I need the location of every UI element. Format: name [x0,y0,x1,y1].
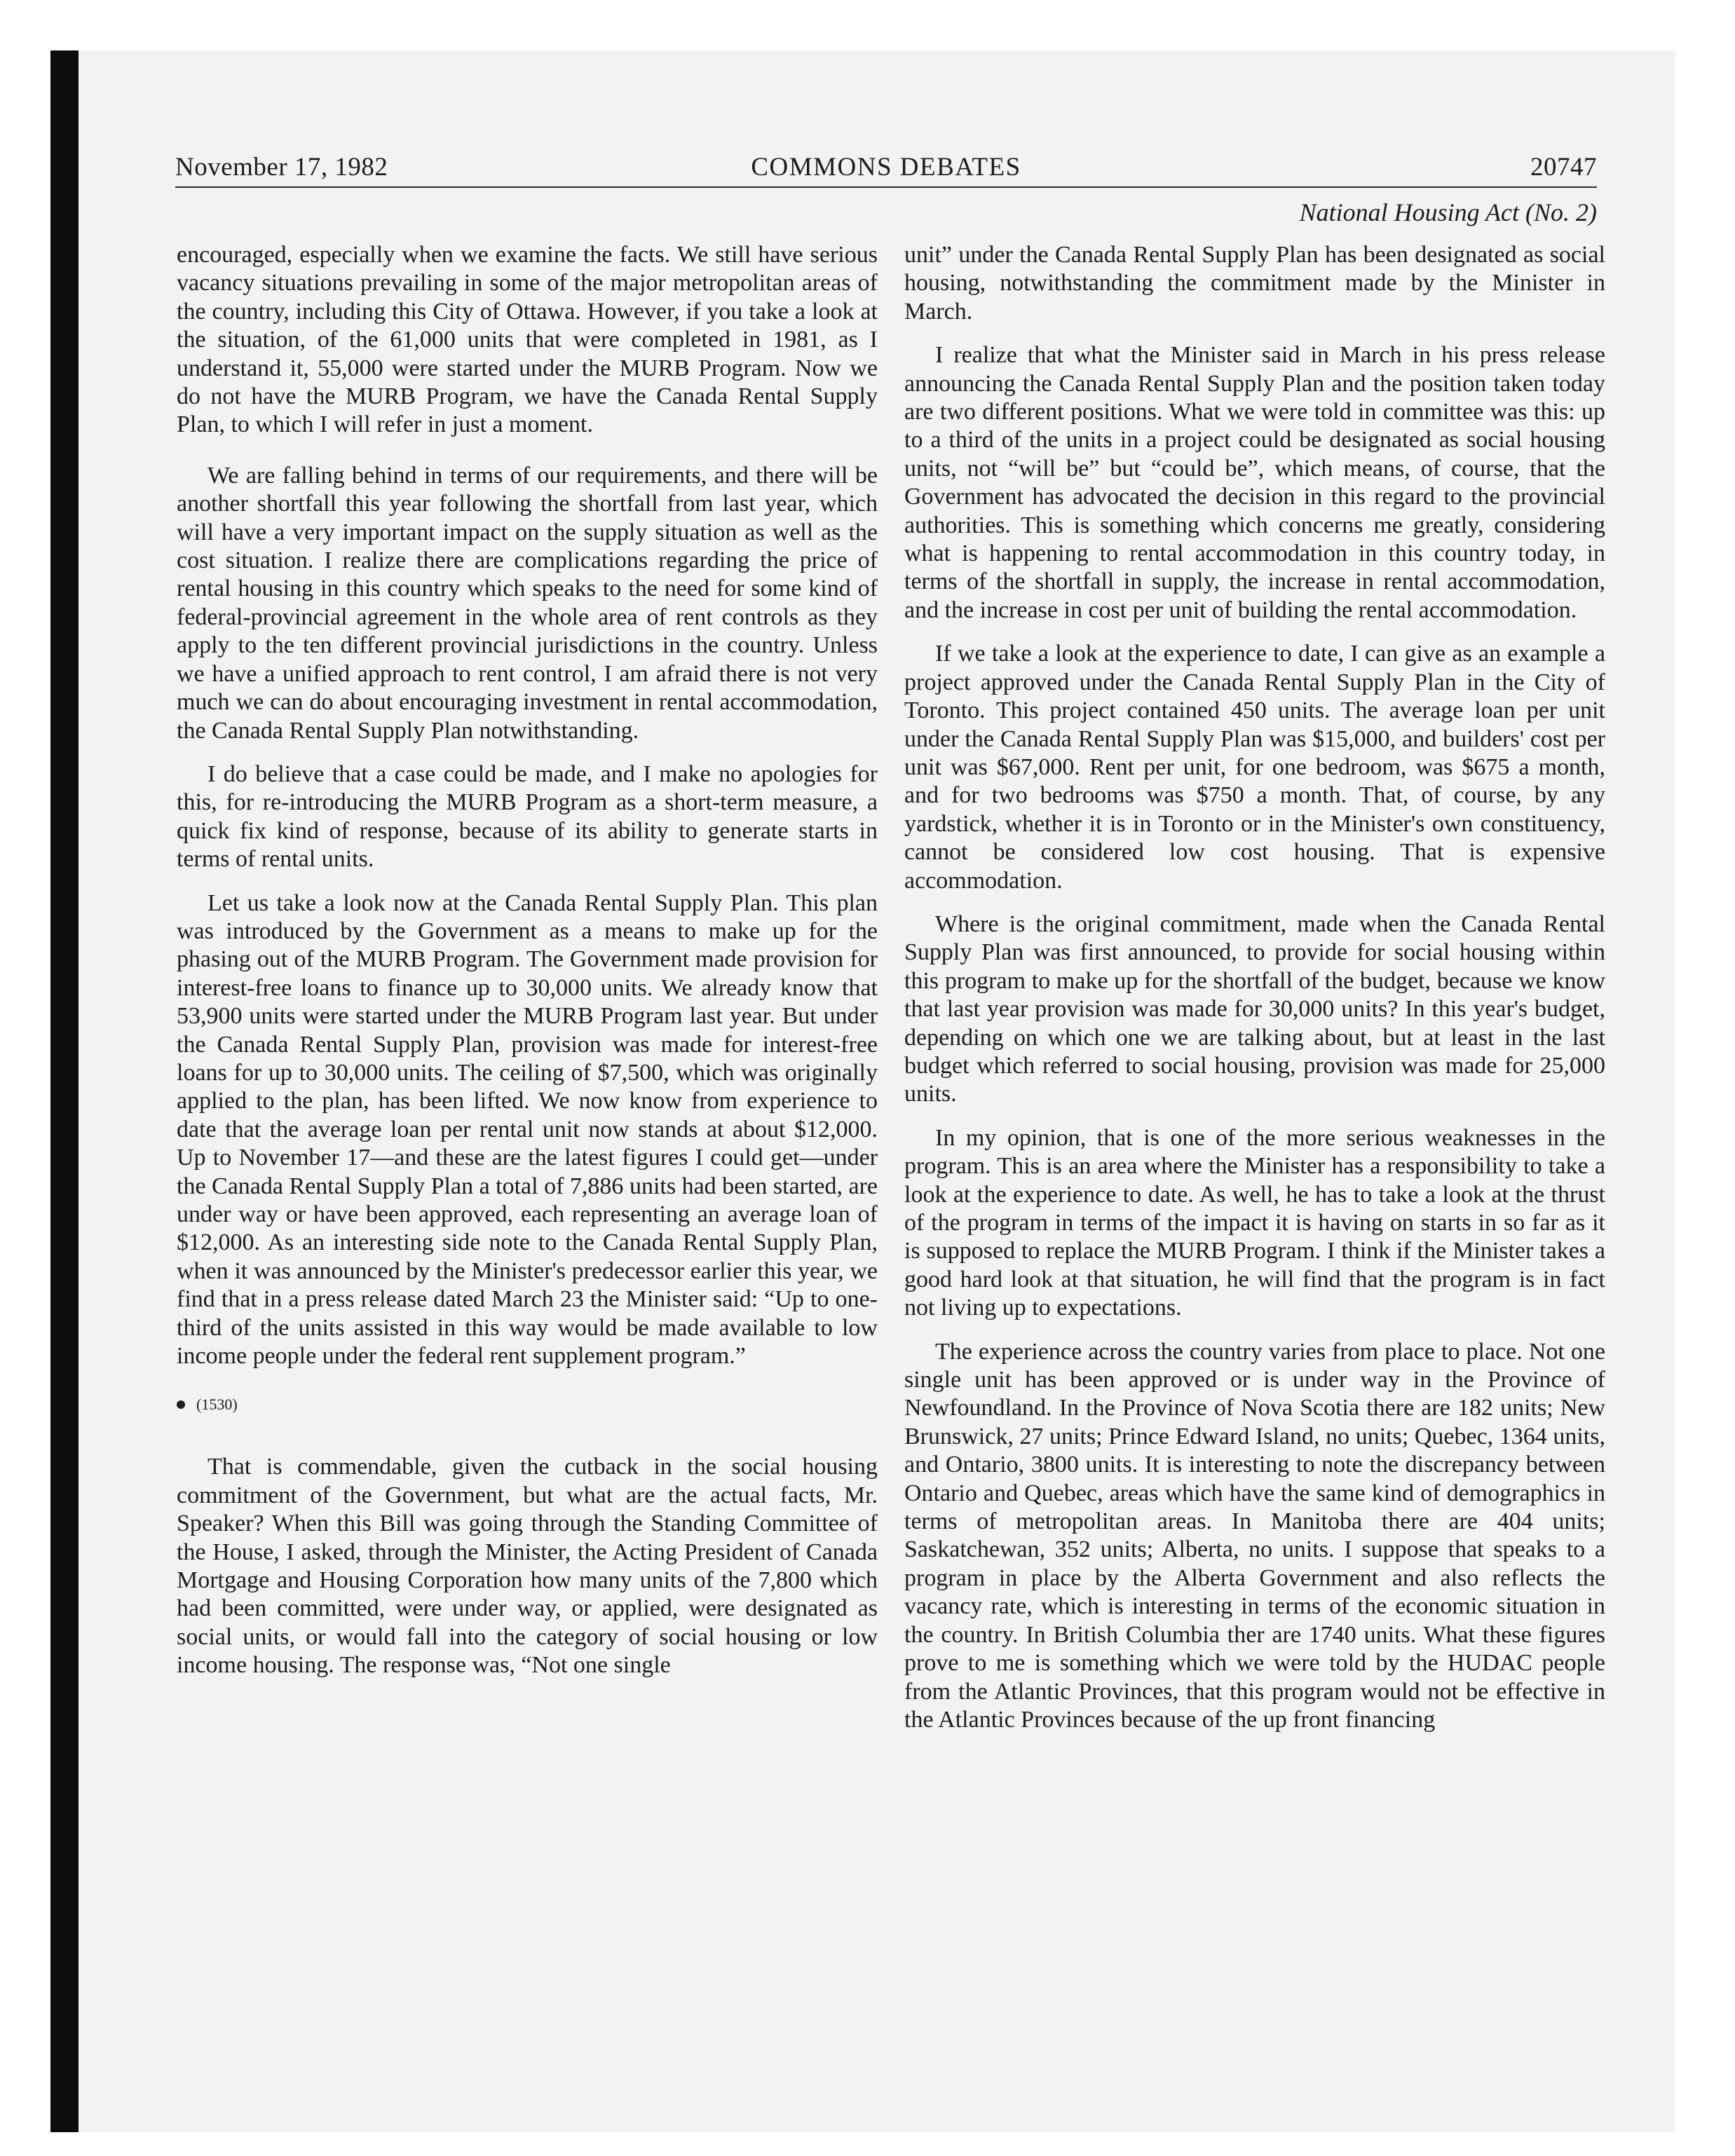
page-header [175,147,1597,188]
paragraph: If we take a look at the experience to date, I can give as an example a project approved under the Canada Rental Supply Plan in the City of Toronto. This project contained 450 units. The average loan per unit under the Canada Rental Supply Plan was $15,000, and builders' cost per unit was $67,000. Rent per unit, for one bedroom, was $675 a month, and for two bedrooms was $750 a month. That, of course, by any yardstick, whether it is in Toronto or in the Minister's own constituency, cannot be considered low cost housing. That is expensive accommodation. [904,641,1605,894]
time-marker-label: (1530) [196,1396,238,1414]
paragraph-spacer [177,455,878,462]
right-column [904,241,1605,1749]
paragraph: encouraged, especially when we examine the facts. We still have serious vacancy situations prevailing in some of the major metropolitan areas of the country, including this City of Ottawa. However, if you take a look at the situation, of the 61,000 units that were completed in 1981, as I understand it, 55,000 were started under the MURB Program. Now we do not have the MURB Program, we have the Canada Rental Supply Plan, to which I will refer in just a moment. [177,242,878,438]
paragraph: Let us take a look now at the Canada Rental Supply Plan. This plan was introduced by the Government as a means to make up for the phasing out of the MURB Program. The Government made provision for interest-free loans to finance up to 30,000 units. We already know that 53,900 units were started under the MURB Program last year. But under the Canada Rental Supply Plan, provision was made for interest-free loans for up to 30,000 units. The ceiling of $7,500, which was originally applied to the plan, has been lifted. We now know from experience to date that the average loan per rental unit now stands at about $12,000. Up to November 17—and these are the latest figures I could get—under the Canada Rental Supply Plan a total of 7,886 units had been started, are under way or have been approved, each representing an average loan of $12,000. As an interesting side note to the Canada Rental Supply Plan, when it was announced by the Minister's predecessor earlier this year, we find that in a press release dated March 23 the Minister said: “Up to one-third of the units assisted in this way would be made available to low income people under the federal rent supplement program.” [177,889,878,1370]
bullet-icon [177,1400,185,1409]
paragraph: We are falling behind in terms of our requirements, and there will be another shortfall this year following the shortfall from last year, which will have a very important impact on the supply situation as well as the cost situation. I realize there are complications regarding the price of rental housing in this country which speaks to the need for some kind of federal-provincial agreement in the whole area of rent controls as they apply to the ten different provincial jurisdictions in the country. Unless we have a unified approach to rent control, I am afraid there is not very much we can do about encouraging investment in rental accommodation, the Canada Rental Supply Plan notwithstanding. [177,462,878,744]
header-date: November 17, 1982 [175,153,388,182]
running-title: National Housing Act (No. 2) [1299,198,1597,226]
paragraph: I realize that what the Minister said in March in his press release announcing the Canada Rental Supply Plan and the position taken today are two different positions. What we were told in committee was this: up to a third of the units in a project could be designated as social housing units, not “will be” but “could be”, which means, of course, that the Government has advocated the decision in this regard to the provincial authorities. This is something which concerns me greatly, considering what is happening to rental accommodation in this country today, in terms of the shortfall in supply, the increase in rental accommodation, and the increase in cost per unit of building the rental accommodation. [904,342,1605,623]
scan-edge-shadow [50,50,79,2132]
paragraph: In my opinion, that is one of the more serious weaknesses in the program. This is an area where the Minister has a responsibility to take a look at the experience to date. As well, he has to take a look at the thrust of the program in terms of the impact it is having on starts in so far as it is supposed to replace the MURB Program. I think if the Minister takes a good hard look at that situation, he will find that the program is in fact not living up to expectations. [904,1124,1605,1321]
paragraph: That is commendable, given the cutback in the social housing commitment of the Government, but what are the actual facts, Mr. Speaker? When this Bill was going through the Standing Committee of the House, I asked, through the Minister, the Acting President of Canada Mortgage and Housing Corporation how many units of the 7,800 which had been committed, were under way, or applied, were designated as social units, or would fall into the category of social housing or low income housing. The response was, “Not one single [177,1454,878,1679]
header-rule [175,186,1597,188]
paragraph: I do believe that a case could be made, and I make no apologies for this, for re-introducing the MURB Program as a short-term measure, a quick fix kind of response, because of its ability to generate starts in terms of rental units. [177,760,878,873]
paragraph: Where is the original commitment, made when the Canada Rental Supply Plan was first announced, to provide for social housing within this program to make up for the shortfall of the budget, because we know that last year provision was made for 30,000 units? In this year's budget, depending on which one we are talking about, but at least in the last budget which referred to social housing, provision was made for 25,000 units. [904,910,1605,1107]
left-column [177,241,878,1696]
time-marker [177,1394,878,1415]
paragraph: unit” under the Canada Rental Supply Plan has been designated as social housing, notwithstanding the commitment made by the Minister in March. [904,242,1605,325]
header-journal-title: COMMONS DEBATES [751,153,1021,182]
paragraph: The experience across the country varies from place to place. Not one single unit has been approved or is under way in the Province of Newfoundland. In the Province of Nova Scotia there are 182 units; New Brunswick, 27 units; Prince Edward Island, no units; Quebec, 1364 units, and Ontario, 3800 units. It is interesting to note the discrepancy between Ontario and Quebec, areas which have the same kind of demographics in terms of metropolitan areas. In Manitoba there are 404 units; Saskatchewan, 352 units; Alberta, no units. I suppose that speaks to a program in place by the Alberta Government and also reflects the vacancy rate, which is interesting in terms of the economic situation in the country. In British Columbia ther are 1740 units. What these figures prove to me is something which we were told by the HUDAC people from the Atlantic Provinces, that this program would not be effective in the Atlantic Provinces because of the up front financing [904,1338,1605,1733]
header-page-number: 20747 [1530,153,1597,182]
